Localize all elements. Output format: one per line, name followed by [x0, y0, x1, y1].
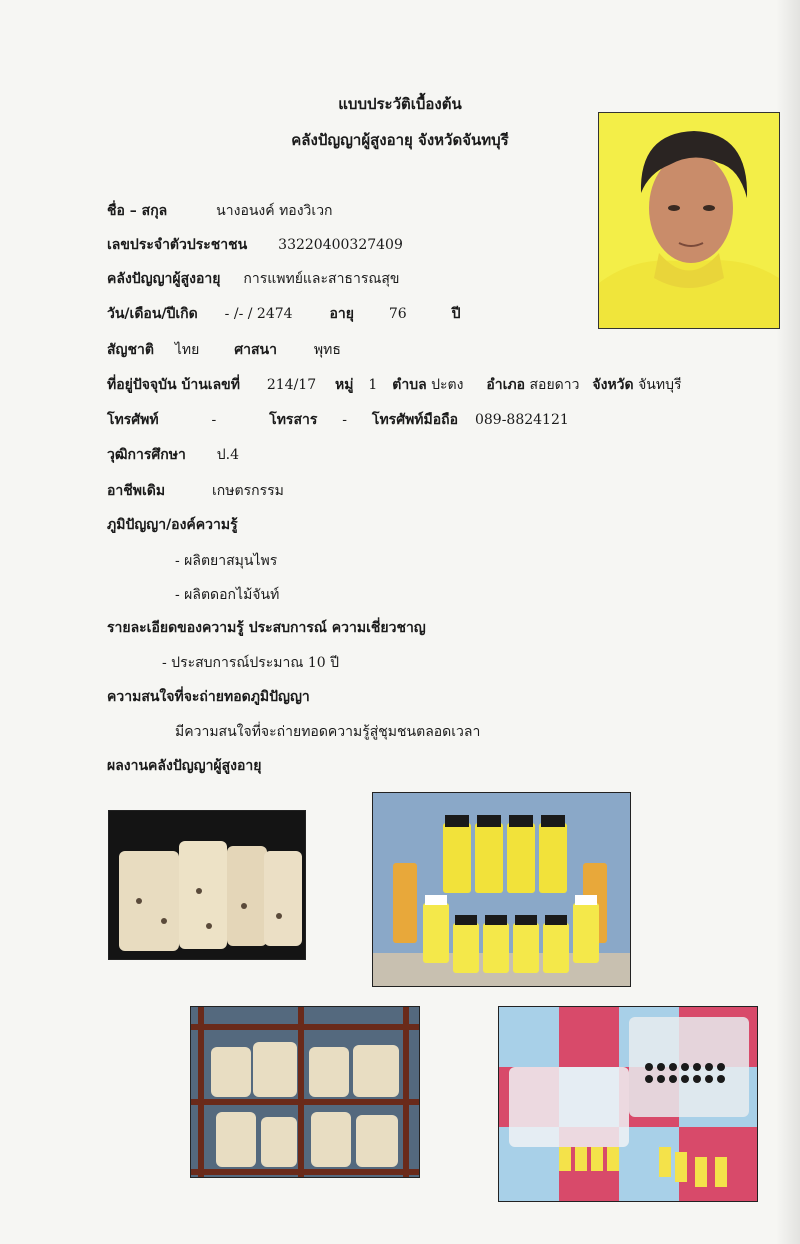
- name-label: ชื่อ – สกุล: [107, 203, 168, 219]
- address-province-label: จังหวัด: [592, 377, 634, 393]
- id-label: เลขประจำตัวประชาชน: [107, 237, 248, 253]
- mobile-label: โทรศัพท์มือถือ: [371, 412, 459, 428]
- religion-label: ศาสนา: [234, 342, 277, 358]
- knowledge-item: - ผลิตดอกไม้จันท์: [175, 587, 280, 603]
- fax-label: โทรสาร: [269, 412, 318, 428]
- address-tambon-value: ปะตง: [431, 377, 464, 393]
- address-amphoe-value: สอยดาว: [529, 377, 580, 393]
- name-value: นางอนงค์ ทองวิเวก: [216, 203, 333, 219]
- detail-label: รายละเอียดของความรู้ ประสบการณ์ ความเชี่ยวชาญ: [107, 620, 426, 636]
- occupation-label: อาชีพเดิม: [107, 483, 166, 499]
- dried-flowers-photo: [108, 810, 306, 960]
- education-label: วุฒิการศึกษา: [107, 447, 186, 463]
- small-bottles-photo: [498, 1006, 758, 1202]
- age-value: 76: [388, 306, 407, 322]
- document-title: แบบประวัติเบื้องต้น: [338, 95, 462, 113]
- portrait-photo: [598, 112, 780, 329]
- education-value: ป.4: [216, 447, 239, 463]
- wisdom-value: การแพทย์และสาธารณสุข: [243, 271, 400, 287]
- fax-value: -: [342, 412, 348, 428]
- wisdom-label: คลังปัญญาผู้สูงอายุ: [107, 271, 221, 287]
- address-province-value: จันทบุรี: [638, 377, 682, 393]
- knowledge-item: - ผลิตยาสมุนไพร: [175, 553, 278, 569]
- address-tambon-label: ตำบล: [392, 377, 427, 393]
- flower-shelf-photo: [190, 1006, 420, 1178]
- address-label: ที่อยู่ปัจจุบัน บ้านเลขที่: [107, 377, 240, 393]
- mobile-value: 089-8824121: [474, 412, 569, 428]
- document-subtitle: คลังปัญญาผู้สูงอายุ จังหวัดจันทบุรี: [291, 131, 509, 149]
- dob-label: วัน/เดือน/ปีเกิด: [107, 306, 198, 322]
- knowledge-label: ภูมิปัญญา/องค์ความรู้: [107, 517, 238, 533]
- works-label: ผลงานคลังปัญญาผู้สูงอายุ: [107, 758, 262, 774]
- address-moo-value: 1: [368, 377, 378, 393]
- age-unit: ปี: [451, 306, 461, 322]
- detail-value: - ประสบการณ์ประมาณ 10 ปี: [162, 655, 339, 671]
- transfer-label: ความสนใจที่จะถ่ายทอดภูมิปัญญา: [107, 689, 310, 705]
- phone-label: โทรศัพท์: [107, 412, 159, 428]
- phone-value: -: [211, 412, 217, 428]
- religion-value: พุทธ: [313, 342, 341, 358]
- address-moo-label: หมู่: [335, 377, 354, 393]
- occupation-value: เกษตรกรรม: [212, 483, 284, 499]
- transfer-value: มีความสนใจที่จะถ่ายทอดความรู้สู่ชุมชนตลอดเวลา: [175, 724, 481, 740]
- dob-value: - /- / 2474: [224, 306, 293, 322]
- id-value: 33220400327409: [278, 237, 403, 253]
- herbal-oil-bottles-photo: [372, 792, 631, 987]
- address-house-no: 214/17: [266, 377, 317, 393]
- nationality-value: ไทย: [174, 342, 200, 358]
- nationality-label: สัญชาติ: [107, 342, 154, 358]
- age-label: อายุ: [329, 306, 354, 322]
- address-amphoe-label: อำเภอ: [486, 377, 526, 393]
